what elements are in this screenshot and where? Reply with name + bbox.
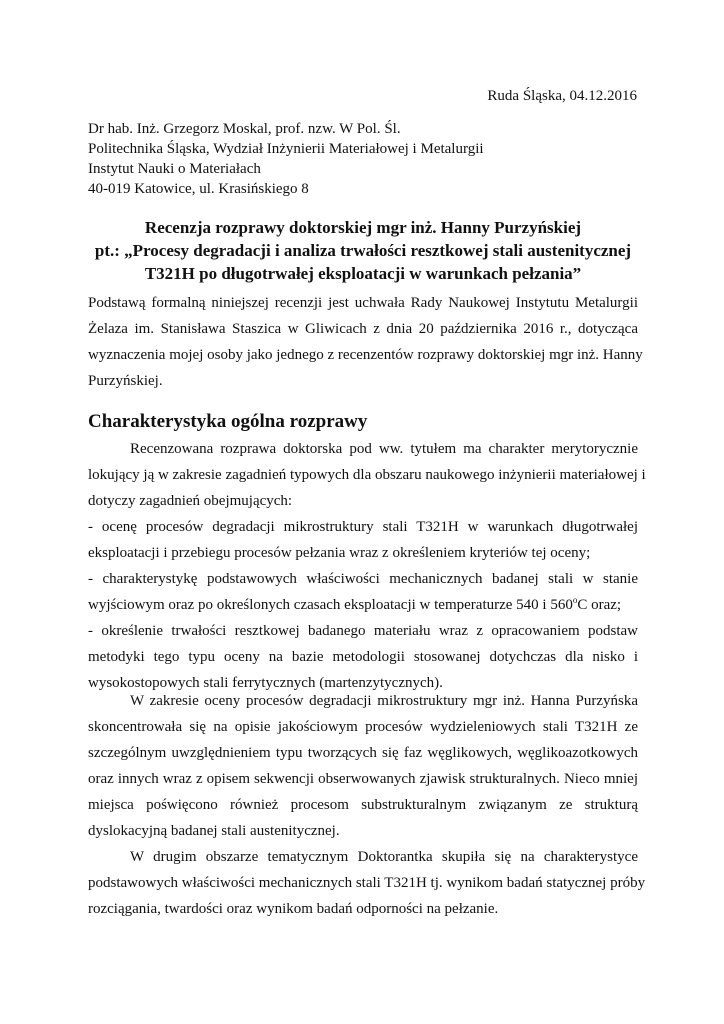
paragraph-line: Żelaza im. Stanisława Staszica w Gliwicach z dnia 20 października 2016 r., dotycząca [88, 321, 638, 337]
title-line: pt.: „Procesy degradacji i analiza trwałości resztkowej stali austenitycznej [94, 241, 632, 260]
list-item-line: - określenie trwałości resztkowej badanego materiału wraz z opracowaniem podstaw [88, 623, 638, 639]
degree-superscript: o [572, 595, 578, 605]
paragraph-line: szczególnym uwzględnieniem typu tworzących się faz węglikowych, węglikoazotkowych [88, 745, 638, 761]
paragraph-line: W drugim obszarze tematycznym Doktorantka skupiła się na charakterystyce [130, 849, 638, 865]
document-title [88, 216, 638, 285]
list-item-line: metodyki tego typu oceny na bazie metodologii stosowanej dotychczas dla nisko i [88, 649, 638, 665]
intro-paragraph [88, 290, 643, 394]
temperature-text: wyjściowym oraz po określonych czasach eksploatacji w temperaturze 540 i 560 [88, 597, 573, 613]
addressee-line: Dr hab. Inż. Grzegorz Moskal, prof. nzw. W Pol. Śl. [88, 121, 401, 137]
paragraph-line: podstawowych właściwości mechanicznych stali T321H tj. wynikom badań statycznej próby [88, 875, 646, 891]
list-item-line: - ocenę procesów degradacji mikrostruktury stali T321H w warunkach długotrwałej [88, 519, 638, 535]
temperature-tail: C oraz; [577, 597, 622, 613]
mechanical-properties-paragraph [88, 844, 646, 922]
date-line: Ruda Śląska, 04.12.2016 [487, 88, 637, 104]
list-item-line: eksploatacji i przebiegu procesów pełzania wraz z określeniem kryteriów tej oceny; [88, 545, 591, 561]
addressee-line: 40-019 Katowice, ul. Krasińskiego 8 [88, 181, 309, 197]
paragraph-line: Recenzowana rozprawa doktorska pod ww. tytułem ma charakter merytorycznie [130, 441, 638, 457]
paragraph-line: lokujący ją w zakresie zagadnień typowych dla obszaru naukowego inżynierii materiałowej i [88, 467, 646, 483]
paragraph-line: wyznaczenia mojej osoby jako jednego z recenzentów rozprawy doktorskiej mgr inż. Hanny [88, 347, 643, 363]
addressee-line: Instytut Nauki o Materiałach [88, 161, 261, 177]
paragraph-line: W zakresie oceny procesów degradacji mikrostruktury mgr inż. Hanna Purzyńska [130, 693, 638, 709]
title-line: T321H po długotrwałej eksploatacji w warunkach pełzania” [144, 264, 582, 283]
list-item-line: wysokostopowych stali ferrytycznych (martenzytycznych). [88, 675, 443, 691]
paragraph-line: miejsca poświęcono również procesom substrukturalnym związanym ze strukturą [88, 797, 638, 813]
paragraph-line: dotyczy zagadnień obejmujących: [88, 493, 293, 509]
list-item-line [88, 592, 638, 618]
paragraph-line: Podstawą formalną niniejszej recenzji jest uchwała Rady Naukowej Instytutu Metalurgii [88, 295, 638, 311]
section-heading: Charakterystyka ogólna rozprawy [88, 411, 368, 432]
paragraph-line: Purzyńskiej. [88, 373, 163, 389]
paragraph-line: dyslokacyjną badanej stali austenitycznej. [88, 823, 340, 839]
addressee-block [88, 119, 484, 199]
paragraph-line: rozciągania, twardości oraz wynikom badań odporności na pełzanie. [88, 901, 499, 917]
general-characteristics-paragraph [88, 436, 646, 696]
degradation-paragraph [88, 688, 638, 844]
addressee-line: Politechnika Śląska, Wydział Inżynierii Materiałowej i Metalurgii [88, 141, 484, 157]
title-line: Recenzja rozprawy doktorskiej mgr inż. Hanny Purzyńskiej [144, 218, 582, 237]
paragraph-line: oraz innych wraz z opisem sekwencji obserwowanych zjawisk strukturalnych. Nieco mniej [88, 771, 638, 787]
paragraph-line: skoncentrowała się na opisie jakościowym procesów wydzieleniowych stali T321H ze [88, 719, 638, 735]
list-item-line: - charakterystykę podstawowych właściwości mechanicznych badanej stali w stanie [88, 571, 638, 587]
